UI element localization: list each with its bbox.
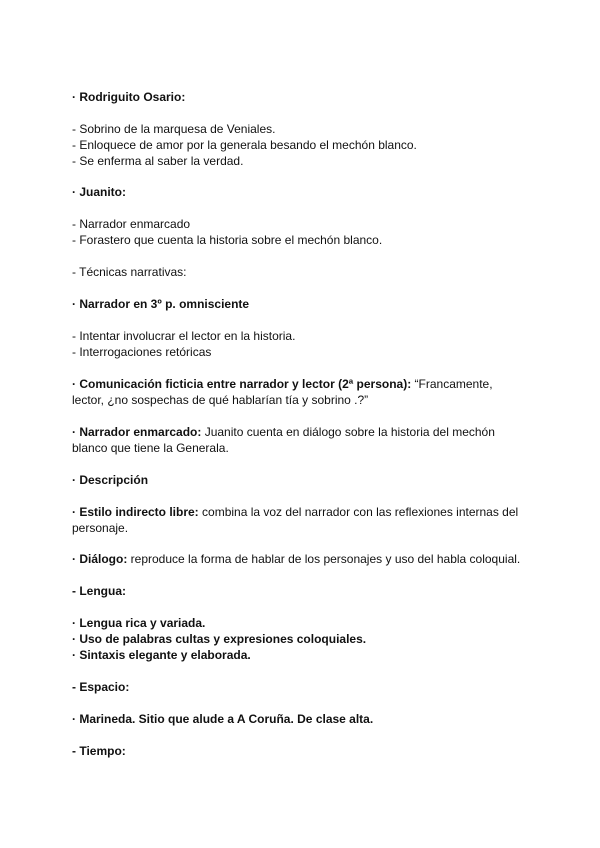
narrador3-item: - Intentar involucrar el lector en la historia. xyxy=(72,329,296,343)
estilo-text: combina la voz del narrador con las reflexiones internas del xyxy=(198,505,519,519)
narrador3-heading: · Narrador en 3º p. omnisciente xyxy=(72,297,250,311)
lengua-heading: - Lengua: xyxy=(72,584,126,598)
dialogo-text: reproduce la forma de hablar de los personajes y uso del habla coloquial. xyxy=(127,552,521,566)
lengua-item: · Sintaxis elegante y elaborada. xyxy=(72,648,251,662)
rodriguito-item: - Enloquece de amor por la generala besando el mechón blanco. xyxy=(72,138,417,152)
enmarcado-text: Juanito cuenta en diálogo sobre la historia del mechón xyxy=(201,425,495,439)
tiempo-heading: - Tiempo: xyxy=(72,744,126,758)
estilo-line xyxy=(72,504,532,520)
rodriguito-item: - Sobrino de la marquesa de Veniales. xyxy=(72,122,276,136)
juanito-item: - Forastero que cuenta la historia sobre el mechón blanco. xyxy=(72,233,383,247)
espacio-item: · Marineda. Sitio que alude a A Coruña. De clase alta. xyxy=(72,712,374,726)
comunicacion-text: “Francamente, xyxy=(411,377,493,391)
lengua-item: · Uso de palabras cultas y expresiones coloquiales. xyxy=(72,632,367,646)
lengua-item: · Lengua rica y variada. xyxy=(72,616,206,630)
juanito-item: - Narrador enmarcado xyxy=(72,217,191,231)
comunicacion-label: · Comunicación ficticia entre narrador y lector (2ª persona): xyxy=(72,377,412,391)
rodriguito-heading: · Rodriguito Osario: xyxy=(72,90,186,104)
espacio-heading: - Espacio: xyxy=(72,680,130,694)
narrador3-item: - Interrogaciones retóricas xyxy=(72,345,212,359)
estilo-label: · Estilo indirecto libre: xyxy=(72,505,199,519)
tecnicas-heading: - Técnicas narrativas: xyxy=(72,265,187,279)
comunicacion-line xyxy=(72,376,532,392)
descripcion-heading: · Descripción xyxy=(72,473,149,487)
dialogo-label: · Diálogo: xyxy=(72,552,128,566)
comunicacion-text-cont: lector, ¿no sospechas de qué hablarían tía y sobrino .?” xyxy=(72,393,369,407)
enmarcado-label: · Narrador enmarcado: xyxy=(72,425,202,439)
dialogo-line xyxy=(72,551,532,567)
rodriguito-item: - Se enferma al saber la verdad. xyxy=(72,154,244,168)
estilo-text-cont: personaje. xyxy=(72,521,129,535)
enmarcado-line xyxy=(72,424,532,440)
juanito-heading: · Juanito: xyxy=(72,185,126,199)
enmarcado-text-cont: blanco que tiene la Generala. xyxy=(72,441,229,455)
